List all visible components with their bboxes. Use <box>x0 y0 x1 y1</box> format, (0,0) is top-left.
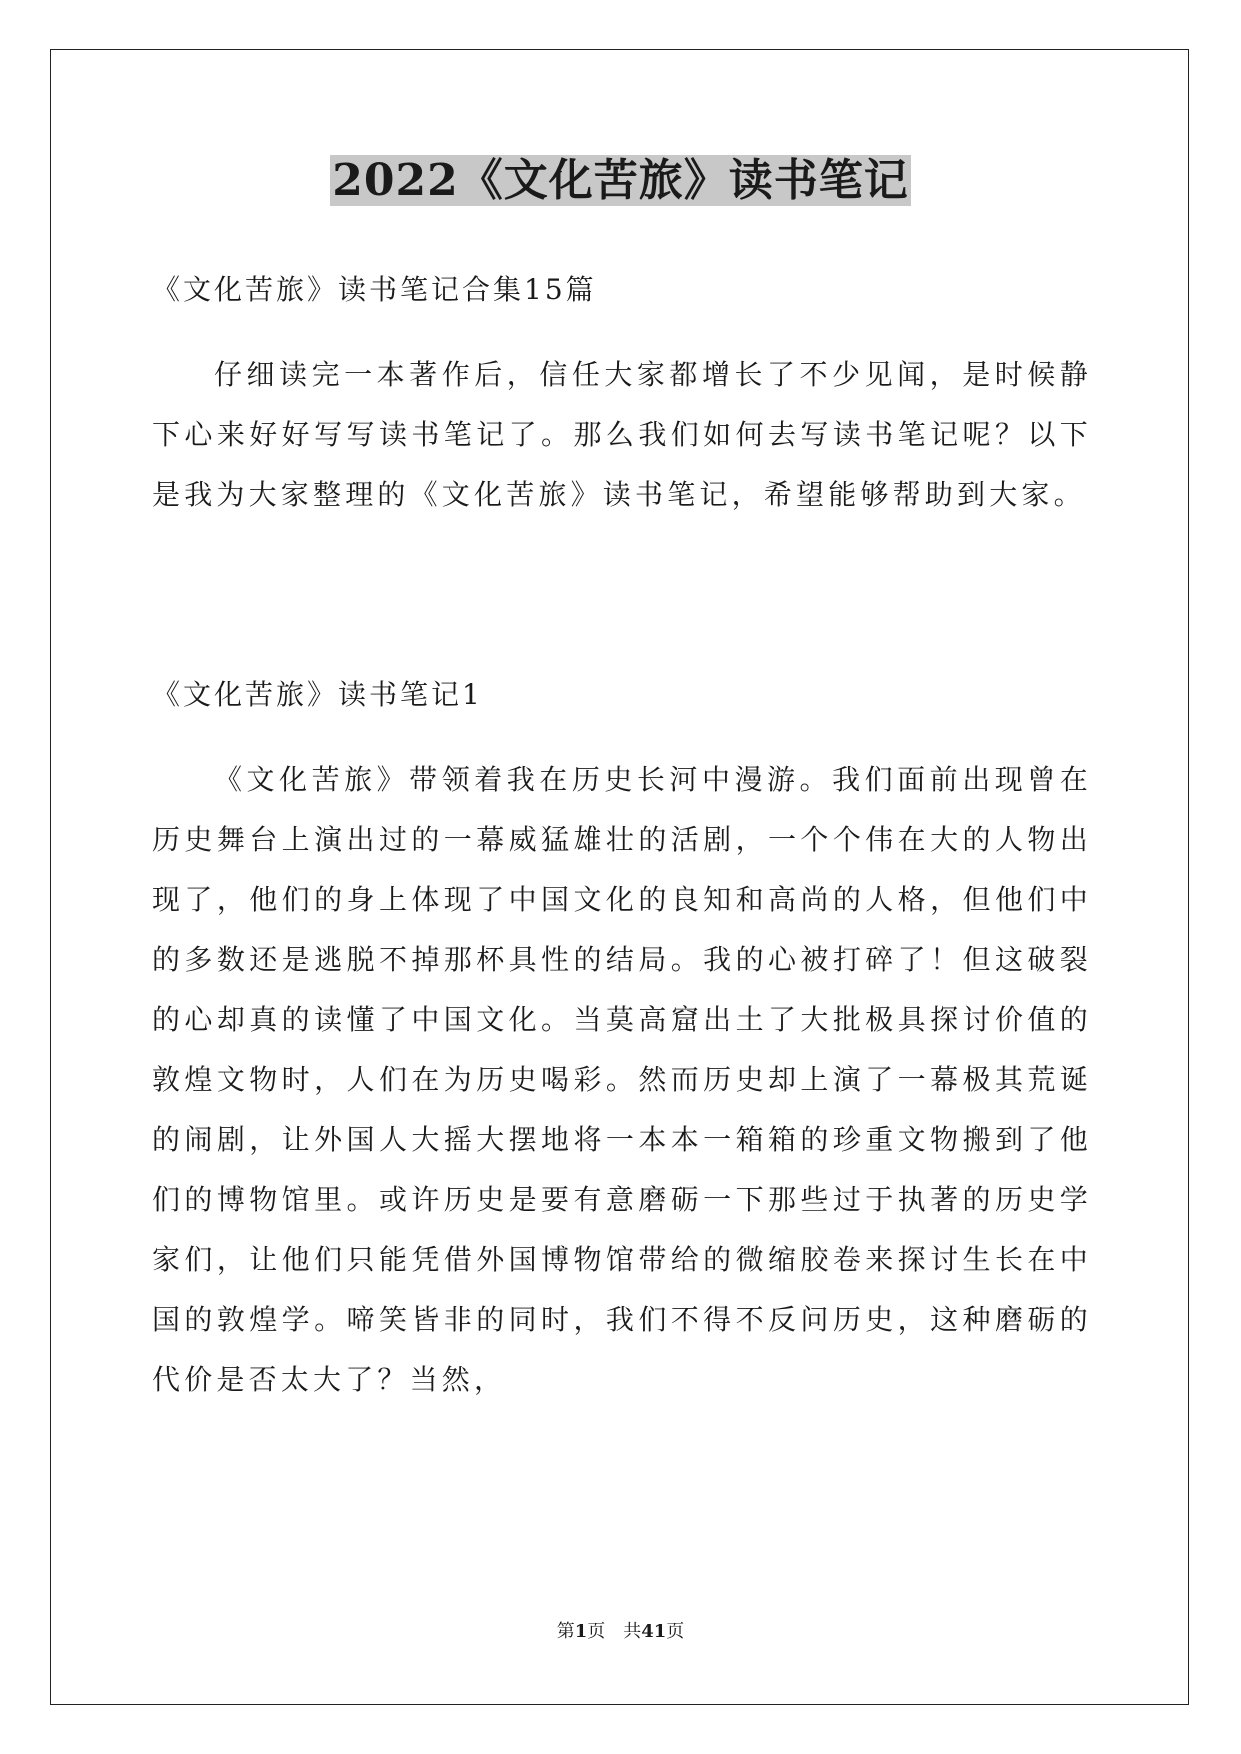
section-heading: 《文化苦旅》读书笔记1 <box>152 678 483 711</box>
footer-current-page: 1 <box>574 1621 588 1642</box>
document-title-text: 2022《文化苦旅》读书笔记 <box>332 155 909 206</box>
footer-mid: 页 共 <box>587 1621 642 1642</box>
document-title <box>0 153 1241 209</box>
footer-total-pages: 41 <box>641 1621 667 1642</box>
intro-paragraph: 仔细读完一本著作后，信任大家都增长了不少见闻，是时候静下心来好好写写读书笔记了。那么我们如何去写读书笔记呢？以下是我为大家整理的《文化苦旅》读书笔记，希望能够帮助到大家。 <box>152 358 1092 511</box>
page-footer <box>0 1620 1241 1644</box>
section-paragraph: 《文化苦旅》带领着我在历史长河中漫游。我们面前出现曾在历史舞台上演出过的一幕威猛雄壮的活剧，一个个伟在大的人物出现了，他们的身上体现了中国文化的良知和高尚的人格，但他们中的多数还是逃脱不掉那杯具性的结局。我的心被打碎了！但这破裂的心却真的读懂了中国文化。当莫高窟出土了大批极具探讨价值的敦煌文物时，人们在为历史喝彩。然而历史却上演了一幕极其荒诞的闹剧，让外国人大摇大摆地将一本本一箱箱的珍重文物搬到了他们的博物馆里。或许历史是要有意磨砺一下那些过于执著的历史学家们，让他们只能凭借外国博物馆带给的微缩胶卷来探讨生长在中国的敦煌学。啼笑皆非的同时，我们不得不反问历史，这种磨砺的代价是否太大了？当然， <box>152 763 1092 1396</box>
footer-prefix: 第 <box>556 1621 575 1642</box>
document-subtitle: 《文化苦旅》读书笔记合集15篇 <box>152 273 597 306</box>
footer-suffix: 页 <box>666 1621 685 1642</box>
